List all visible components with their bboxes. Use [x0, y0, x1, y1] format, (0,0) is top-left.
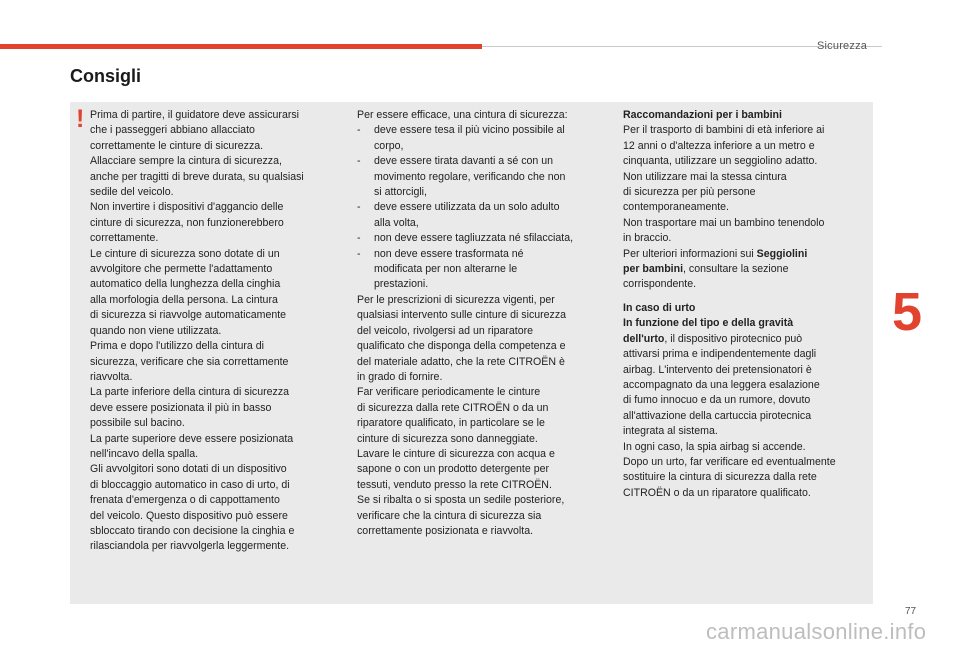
- text-line: avvolgitore che permette l'adattamento: [90, 263, 273, 276]
- text-line: sostituire la cintura di sicurezza dalla rete: [623, 471, 817, 484]
- crash-heading: In caso di urto: [623, 301, 696, 314]
- efficacy-list: [357, 123, 607, 292]
- text-line: frenata d'emergenza o di cappottamento: [90, 494, 280, 507]
- maintenance-text: [357, 293, 607, 540]
- list-item: modificata per non alterarne le: [374, 263, 518, 276]
- text-line: cinture di sicurezza sono danneggiate.: [357, 432, 538, 445]
- list-dash: -: [357, 124, 361, 137]
- text-line: Per il trasporto di bambini di età inferiore ai: [623, 124, 825, 137]
- text-line: di bloccaggio automatico in caso di urto, di: [90, 478, 290, 491]
- watermark: carmanualsonline.info: [706, 619, 927, 644]
- text-line: CITROËN o da un riparatore qualificato.: [623, 486, 811, 499]
- text-line: all'attivazione della cartuccia pirotecnica: [623, 409, 812, 422]
- list-dash: -: [357, 232, 361, 245]
- list-dash: -: [357, 247, 361, 260]
- list-item: prestazioni.: [374, 278, 429, 291]
- text-line: Prima di partire, il guidatore deve assicurarsi: [90, 109, 300, 121]
- crash-text: [623, 347, 875, 501]
- text-line: Far verificare periodicamente le cinture: [357, 386, 541, 399]
- text-line: nell'incavo della spalla.: [90, 447, 199, 460]
- text-line: cinture di sicurezza, non funzionerebbero: [90, 216, 284, 229]
- text-line: La parte inferiore della cintura di sicurezza: [90, 386, 290, 399]
- list-item: - non deve essere tagliuzzata né sfilacciata,: [357, 231, 607, 246]
- text-line: Non invertire i dispositivi d'aggancio delle: [90, 201, 284, 214]
- text-line: Gli avvolgitori sono dotati di un dispositivo: [90, 463, 287, 476]
- text-line: in braccio.: [623, 232, 672, 245]
- text-line: integrata al sistema.: [623, 425, 718, 438]
- children-text: [623, 123, 875, 246]
- text-line: Per le prescrizioni di sicurezza vigenti, per: [357, 293, 555, 306]
- crash-subheading: In funzione del tipo e della gravità: [623, 317, 794, 330]
- children-heading: Raccomandazioni per i bambini: [623, 109, 782, 121]
- text-line: cinquanta, utilizzare un seggiolino adatto.: [623, 155, 818, 168]
- column-seatbelt-advice: [90, 108, 340, 555]
- list-item: movimento regolare, verificando che non: [374, 170, 566, 183]
- text-line: qualificato che disponga della competenza e: [357, 340, 566, 353]
- text-line: correttamente.: [90, 232, 159, 245]
- text-line: anche per tragitti di breve durata, su qualsiasi: [90, 170, 304, 183]
- text-line: airbag. L'intervento dei pretensionatori è: [623, 363, 812, 376]
- text-line: che i passeggeri abbiano allacciato: [90, 124, 255, 137]
- text-line: Allacciare sempre la cintura di sicurezza,: [90, 155, 282, 168]
- text-line: di sicurezza si riavvolge automaticamente: [90, 309, 287, 322]
- list-item: - non deve essere trasformata né: [357, 247, 607, 262]
- text-line: 12 anni o d'altezza inferiore a un metro e: [623, 139, 815, 152]
- text-line: riparatore qualificato, in particolare se le: [357, 417, 545, 430]
- chapter-number: 5: [892, 282, 923, 342]
- text-line: di sicurezza per più persone: [623, 186, 756, 199]
- more-info-line-2: per bambini, consultare la sezione: [623, 263, 789, 276]
- text-line: Non utilizzare mai la stessa cintura: [623, 170, 787, 183]
- list-item: corpo,: [374, 139, 404, 152]
- efficacy-intro: Per essere efficace, una cintura di sicurezza:: [357, 109, 568, 121]
- more-info-line-3: corrispondente.: [623, 278, 697, 291]
- text-line: rilasciandola per riavvolgerla leggermente.: [90, 540, 290, 553]
- text-line: del materiale adatto, che la rete CITROËN è: [357, 355, 565, 368]
- text-line: del veicolo. Questo dispositivo può essere: [90, 509, 288, 522]
- text-line: automatico della lunghezza della cinghia: [90, 278, 281, 291]
- text-line: attivarsi prima e indipendentemente dagli: [623, 348, 817, 361]
- column-seatbelt-efficacy: [357, 108, 607, 539]
- text-line: correttamente le cinture di sicurezza.: [90, 139, 264, 152]
- list-dash: -: [357, 201, 361, 214]
- text-line: In ogni caso, la spia airbag si accende.: [623, 440, 806, 453]
- text-line: deve essere posizionata il più in basso: [90, 401, 272, 414]
- text-line: sicurezza, verificare che sia correttamente: [90, 355, 289, 368]
- warning-icon: !: [76, 105, 85, 133]
- car-seats-link-text: Seggiolini: [756, 247, 808, 260]
- column-children-and-crash: [623, 108, 875, 501]
- text-line: sedile del veicolo.: [90, 186, 174, 199]
- text-line: contemporaneamente.: [623, 201, 730, 214]
- crash-first-line: dell'urto, il dispositivo pirotecnico può: [623, 332, 803, 345]
- text-line: qualsiasi intervento sulle cinture di sicurezza: [357, 309, 567, 322]
- text-line: correttamente posizionata e riavvolta.: [357, 524, 534, 537]
- text-line: Lavare le cinture di sicurezza con acqua e: [357, 447, 555, 460]
- list-item: alla volta,: [374, 216, 419, 229]
- list-item: - deve essere tesa il più vicino possibile al: [357, 123, 607, 138]
- text-line: Dopo un urto, far verificare ed eventualmente: [623, 455, 836, 468]
- text-line: alla morfologia della persona. La cintura: [90, 293, 278, 306]
- page-title: Consigli: [70, 66, 141, 86]
- list-item: si attorcigli,: [374, 186, 427, 199]
- text-line: di sicurezza dalla rete CITROËN o da un: [357, 401, 549, 414]
- text-line: sbloccato tirando con decisione la cinghia e: [90, 524, 295, 537]
- text-line: accompagnato da una leggera esalazione: [623, 378, 820, 391]
- page-number: 77: [905, 606, 917, 617]
- text-line: tessuti, venduto presso la rete CITROËN.: [357, 478, 552, 491]
- more-info-line: Per ulteriori informazioni sui Seggiolini: [623, 247, 808, 260]
- text-line: del veicolo, rivolgersi ad un riparatore: [357, 324, 534, 337]
- text-line: Se si ribalta o si sposta un sedile posteriore,: [357, 494, 565, 507]
- text-line: Non trasportare mai un bambino tenendolo: [623, 216, 825, 229]
- section-label: Sicurezza: [817, 40, 868, 52]
- text-line: riavvolta.: [90, 370, 133, 383]
- text-line: sapone o con un prodotto detergente per: [357, 463, 550, 476]
- text-line: quando non viene utilizzata.: [90, 324, 222, 337]
- list-item: - deve essere tirata davanti a sé con un: [357, 154, 607, 169]
- text-line: di fumo innocuo e da un rumore, dovuto: [623, 394, 811, 407]
- text-line: in grado di fornire.: [357, 370, 443, 383]
- header-accent-bar: [0, 44, 482, 49]
- list-item: - deve essere utilizzata da un solo adulto: [357, 200, 607, 215]
- text-line: verificare che la cintura di sicurezza sia: [357, 509, 542, 522]
- text-line: Prima e dopo l'utilizzo della cintura di: [90, 340, 264, 353]
- text-line: La parte superiore deve essere posizionata: [90, 432, 294, 445]
- list-dash: -: [357, 155, 361, 168]
- text-line: Le cinture di sicurezza sono dotate di un: [90, 247, 280, 260]
- text-line: possibile sul bacino.: [90, 417, 185, 430]
